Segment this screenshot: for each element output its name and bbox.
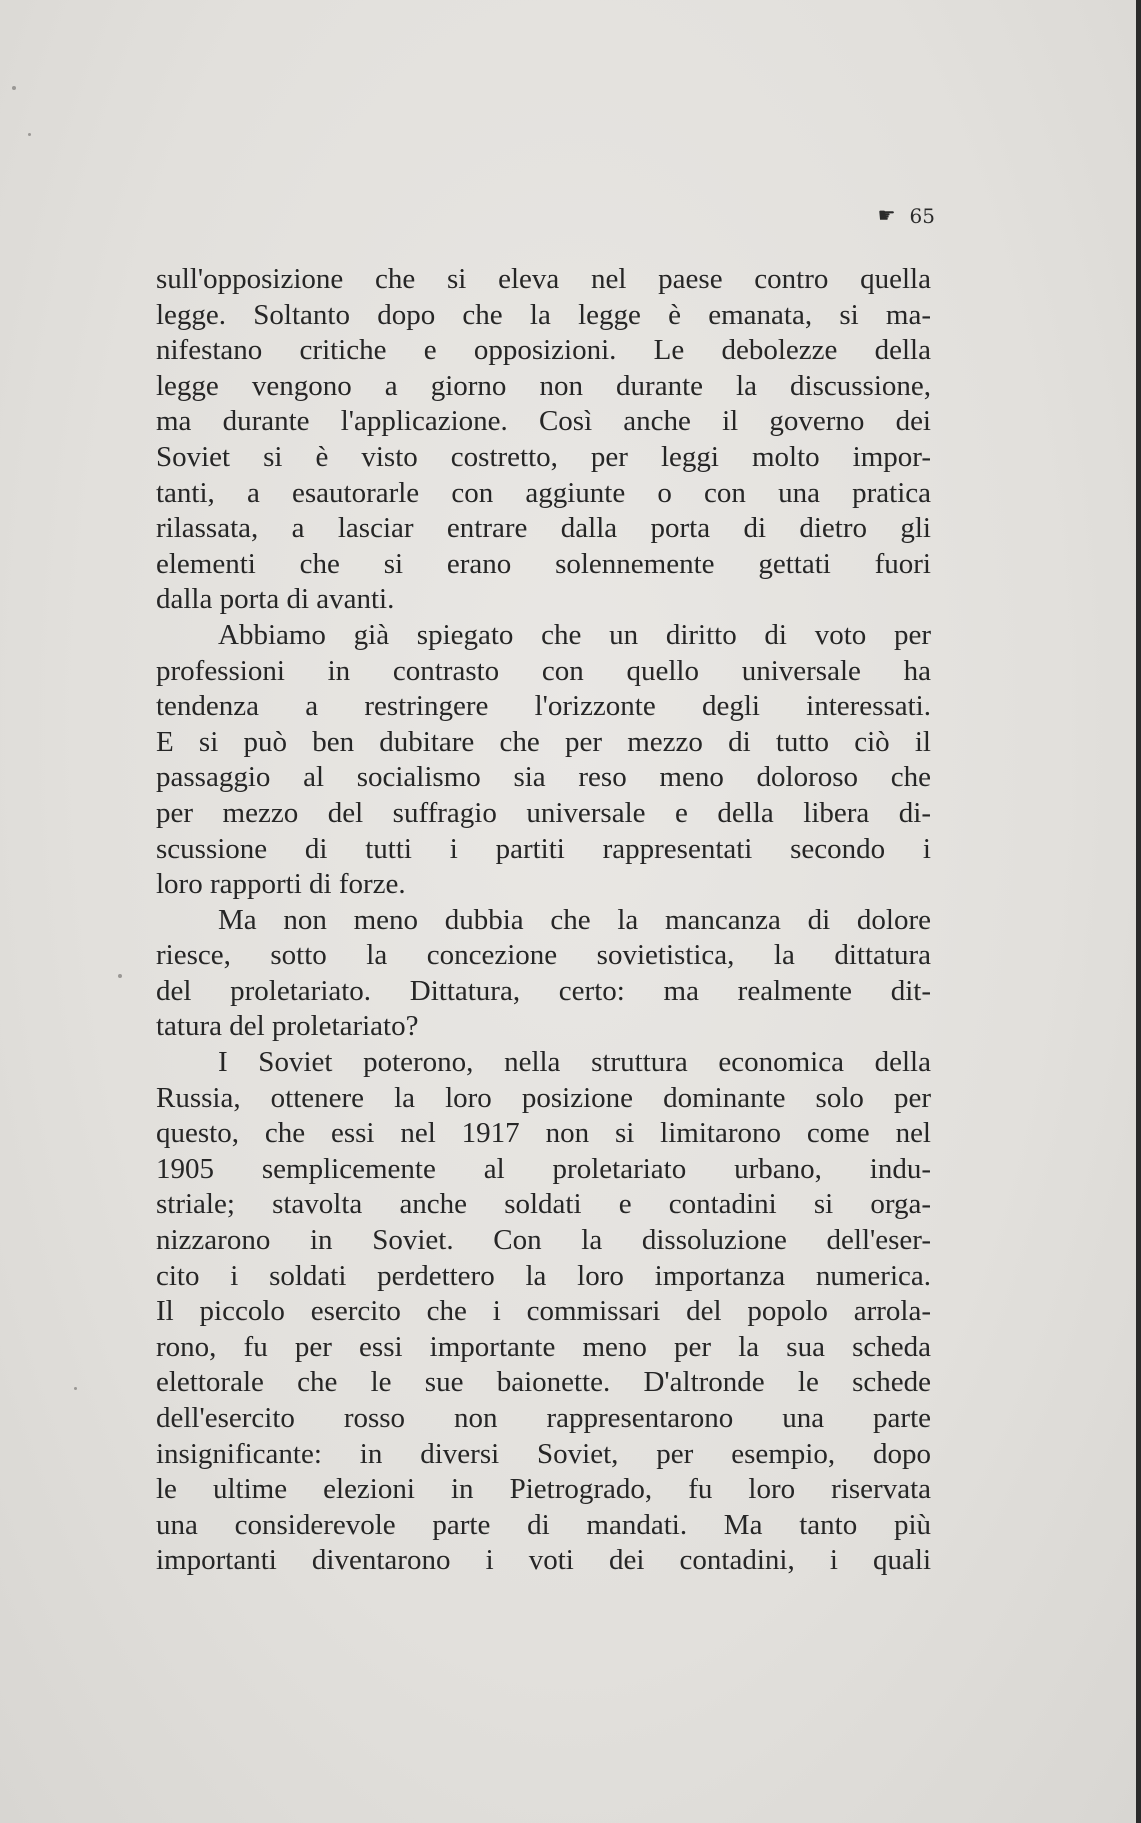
text-line: una considerevole parte di mandati. Ma tanto più — [156, 1508, 931, 1541]
text-line: ma durante l'applicazione. Così anche il governo dei — [156, 405, 931, 438]
text-line: cito i soldati perdettero la loro importanza numerica. — [156, 1259, 931, 1292]
text-line: Il piccolo esercito che i commissari del popolo arrola- — [156, 1295, 931, 1328]
text-line: tatura del proletariato? — [156, 1010, 419, 1043]
text-line: elettorale che le sue baionette. D'altronde le schede — [156, 1366, 931, 1399]
text-line: le ultime elezioni in Pietrogrado, fu loro riservata — [156, 1473, 931, 1506]
page-header — [0, 203, 935, 228]
paper-speck — [28, 133, 31, 136]
text-line: E si può ben dubitare che per mezzo di tutto ciò il — [156, 725, 931, 758]
text-line: elementi che si erano solennemente gettati fuori — [156, 547, 931, 580]
text-line: rilassata, a lasciar entrare dalla porta di dietro gli — [156, 512, 931, 545]
text-line: striale; stavolta anche soldati e contadini si orga- — [156, 1188, 931, 1221]
pointing-hand-icon: ☛ — [877, 203, 896, 227]
page-number: 65 — [909, 204, 935, 228]
text-line: Soviet si è visto costretto, per leggi molto impor- — [156, 440, 931, 473]
text-line: riesce, sotto la concezione sovietistica, la dittatura — [156, 939, 931, 972]
text-line: tanti, a esautorarle con aggiunte o con una pratica — [156, 476, 931, 509]
paper-speck — [12, 86, 16, 90]
text-line: dalla porta di avanti. — [156, 583, 395, 616]
text-line: dell'esercito rosso non rappresentarono una parte — [156, 1402, 931, 1434]
text-line: tendenza a restringere l'orizzonte degli interessati. — [156, 690, 931, 723]
paragraph-first-line: Abbiamo già spiegato che un diritto di voto per — [218, 618, 931, 651]
text-line: nifestano critiche e opposizioni. Le debolezze della — [156, 334, 931, 367]
text-line: passaggio al socialismo sia reso meno doloroso che — [156, 761, 931, 794]
text-line: questo, che essi nel 1917 non si limitarono come nel — [156, 1117, 931, 1150]
text-line: scussione di tutti i partiti rappresentati secondo i — [156, 832, 931, 865]
text-line: legge vengono a giorno non durante la discussione, — [156, 369, 931, 402]
text-line: loro rapporti di forze. — [156, 868, 406, 901]
text-line: Russia, ottenere la loro posizione dominante solo per — [156, 1081, 931, 1114]
text-line: importanti diventarono i voti dei contadini, i quali — [156, 1544, 931, 1577]
text-line: nizzarono in Soviet. Con la dissoluzione dell'eser- — [156, 1224, 931, 1257]
paragraph-first-line: I Soviet poterono, nella struttura economica della — [218, 1046, 931, 1079]
body-text — [156, 262, 931, 1579]
paragraph-first-line: Ma non meno dubbia che la mancanza di dolore — [218, 903, 931, 936]
text-line: insignificante: in diversi Soviet, per esempio, dopo — [156, 1437, 931, 1470]
text-line: per mezzo del suffragio universale e della libera di- — [156, 796, 931, 829]
page-edge-shadow — [1136, 0, 1141, 1823]
text-line: del proletariato. Dittatura, certo: ma realmente dit- — [156, 974, 931, 1007]
text-line: 1905 semplicemente al proletariato urbano, indu- — [156, 1152, 931, 1185]
paper-speck — [74, 1387, 77, 1390]
text-line: professioni in contrasto con quello universale ha — [156, 654, 931, 687]
text-line: rono, fu per essi importante meno per la sua scheda — [156, 1330, 931, 1363]
text-line: legge. Soltanto dopo che la legge è emanata, si ma- — [156, 298, 931, 331]
text-line: sull'opposizione che si eleva nel paese contro quella — [156, 263, 931, 295]
paper-speck — [118, 974, 122, 978]
